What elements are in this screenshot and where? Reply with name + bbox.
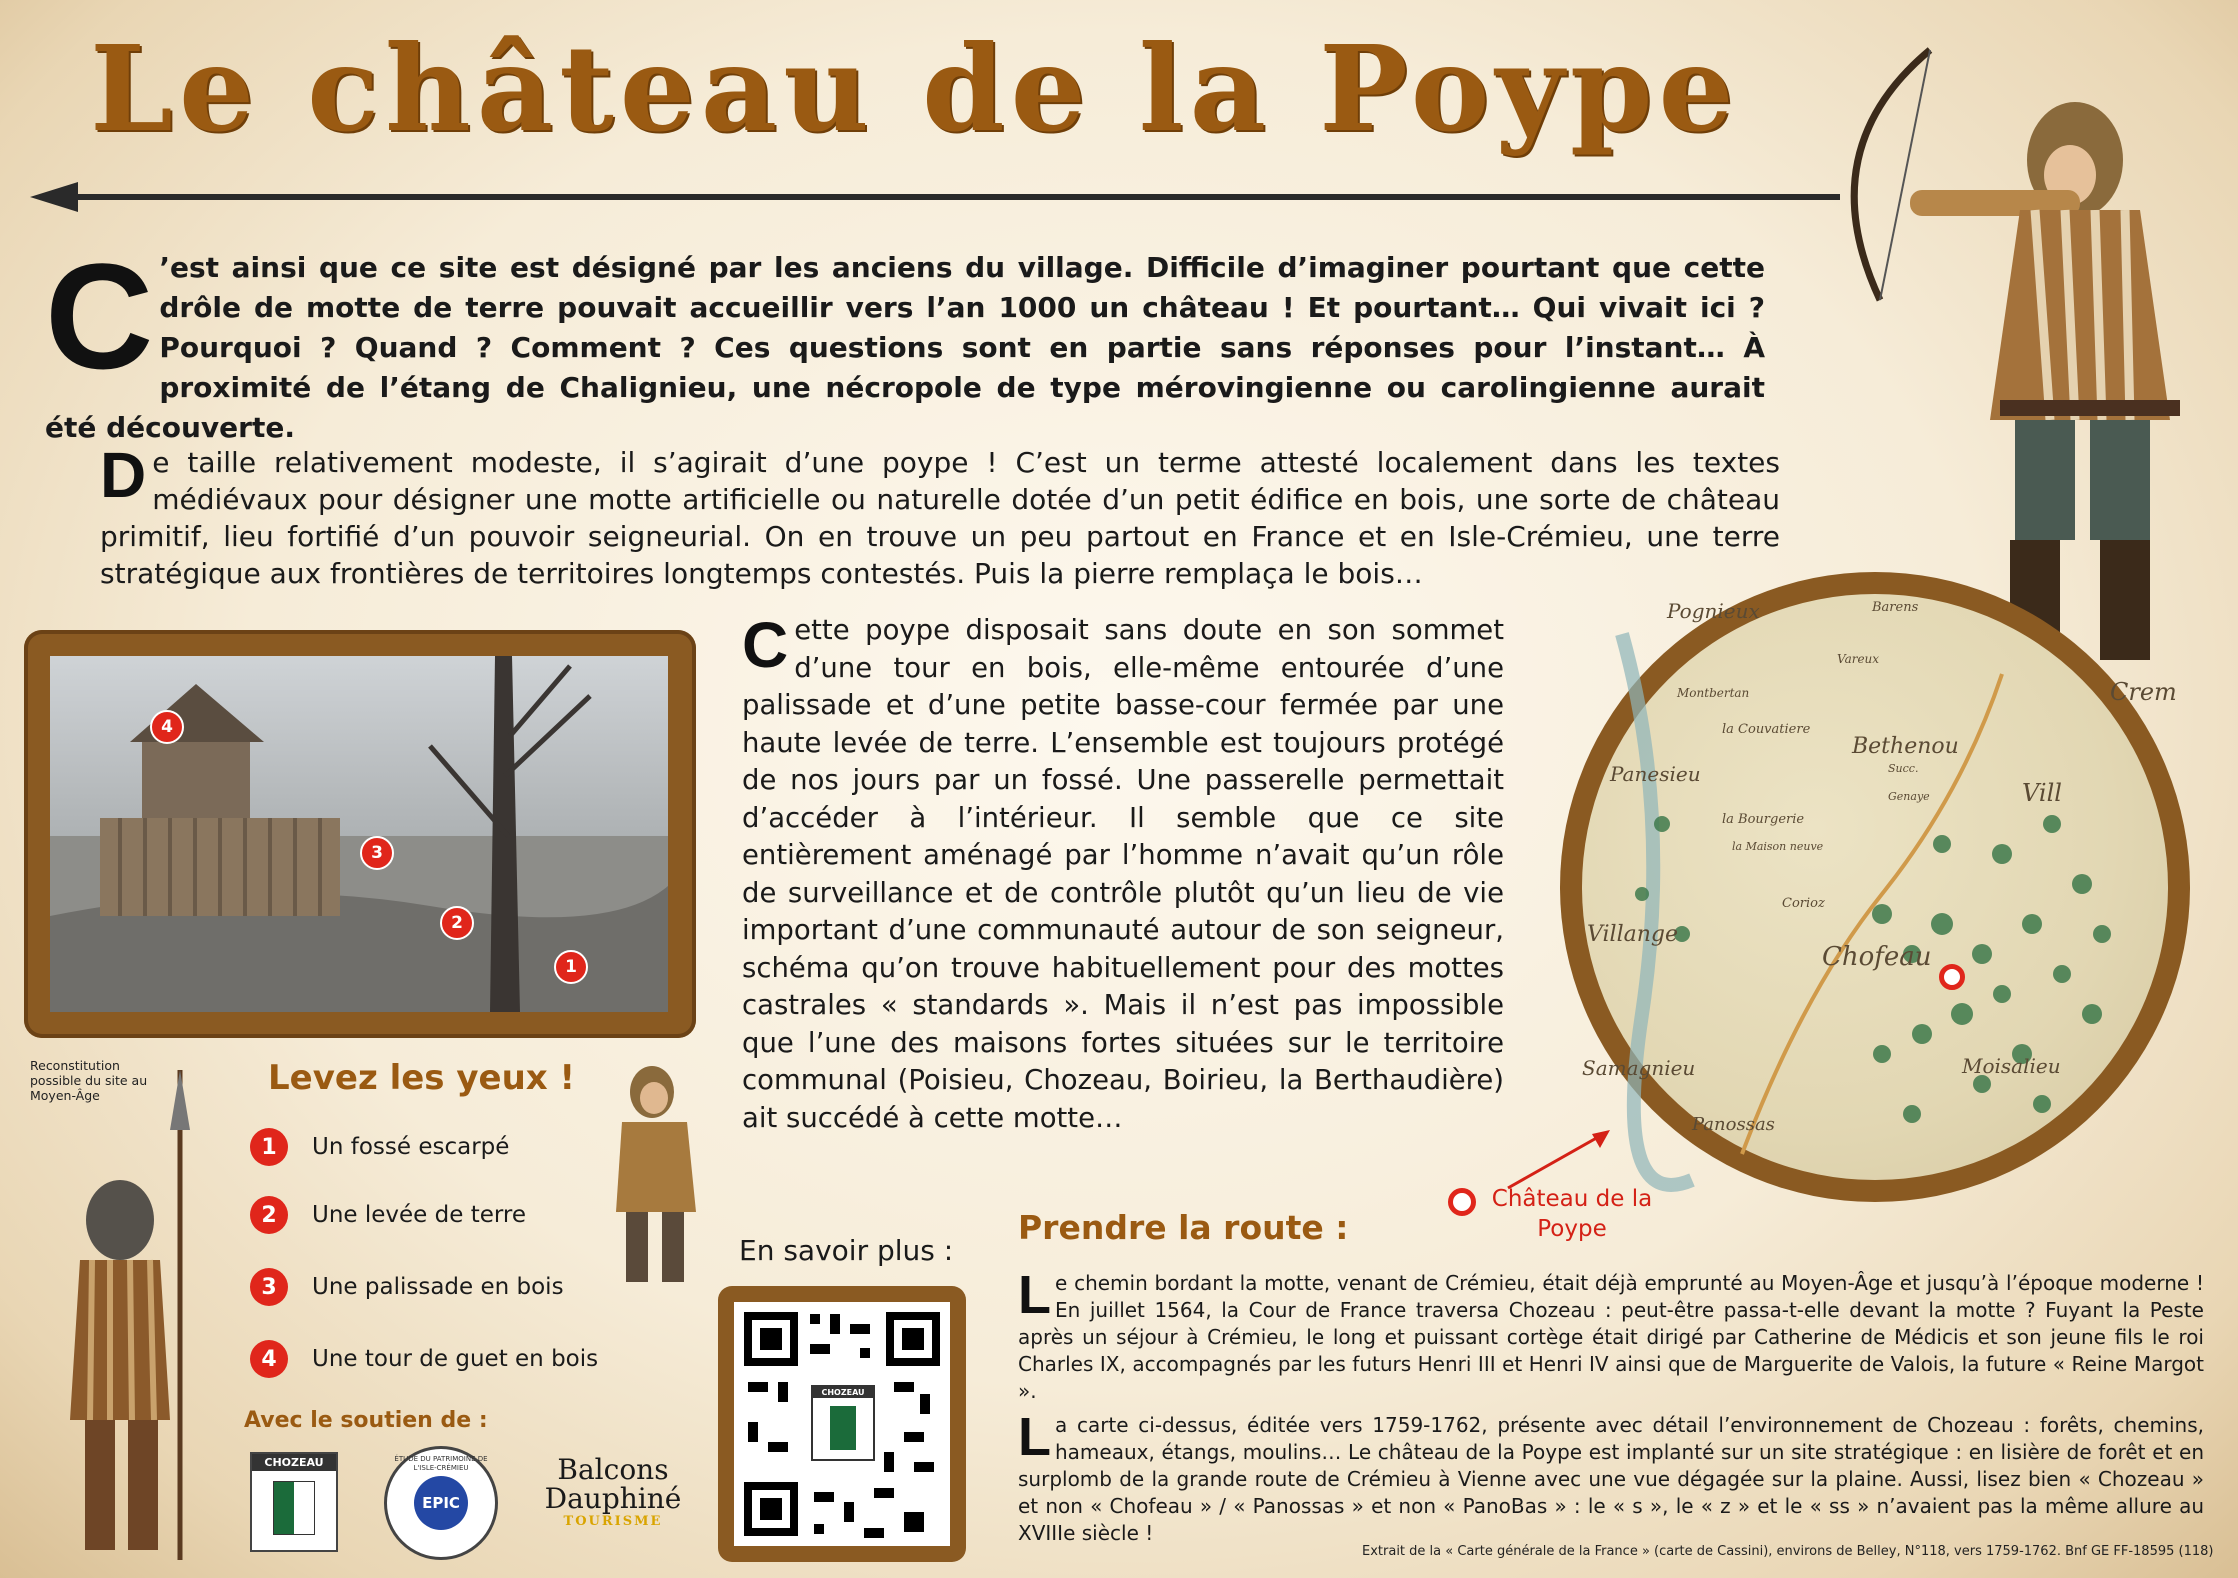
tower-paragraph — [742, 609, 1504, 1137]
route-paragraph-2 — [1018, 1407, 2204, 1547]
dropcap: C — [45, 232, 154, 400]
photo-caption: Reconstitution possible du site au Moyen-Âge — [30, 1058, 148, 1103]
map-place: la Bourgerie — [1722, 812, 1805, 827]
chateau-location-marker — [1939, 964, 1965, 990]
page-title: Le château de la Poype — [90, 19, 1740, 158]
number-badge: 3 — [250, 1268, 288, 1306]
balcons-logo — [538, 1453, 688, 1529]
arrow-divider — [60, 194, 1840, 200]
marker-2: 2 — [440, 906, 474, 940]
soldier-illustration — [40, 1070, 220, 1570]
epic-center: EPIC — [414, 1476, 468, 1530]
list-item — [250, 1128, 509, 1166]
map-place: Moisalieu — [1962, 1054, 2061, 1078]
map-place: Corioz — [1782, 896, 1825, 911]
map-source-caption: Extrait de la « Carte générale de la France » (carte de Cassini), environs de Belley, N°118, vers 1759-1762. Bnf GE FF-18595 (118) — [1362, 1544, 2214, 1559]
dropcap: C — [742, 609, 789, 681]
qr-code[interactable] — [734, 1302, 950, 1546]
cassini-map — [1582, 594, 2177, 1180]
list-item-label: Une tour de guet en bois — [312, 1346, 599, 1372]
map-place: Vill — [2022, 779, 2062, 807]
list-item — [250, 1268, 564, 1306]
list-item-label: Une palissade en bois — [312, 1274, 564, 1300]
map-place: Genaye — [1888, 790, 1930, 803]
balcons-line1: Balcons — [557, 1453, 669, 1486]
dropcap: D — [100, 439, 147, 511]
map-place: Crem — [2110, 678, 2177, 706]
map-place: Montbertan — [1677, 686, 1750, 700]
list-item — [250, 1340, 598, 1378]
marker-3: 3 — [360, 836, 394, 870]
dropcap: L — [1018, 1407, 1051, 1467]
map-place: Pognieux — [1667, 599, 1760, 623]
marker-4: 4 — [150, 710, 184, 744]
list-item-label: Une levée de terre — [312, 1202, 527, 1228]
epic-ring-text: ÉTUDE DU PATRIMOINE DE L'ISLE-CRÉMIEU — [394, 1455, 488, 1472]
poype-paragraph — [100, 439, 1780, 592]
route-text-1: e chemin bordant la motte, venant de Crémieu, était déjà emprunté au Moyen-Âge et jusqu’à l’époque moderne ! En juillet 1564, la Cour de France traversa Chozeau : peut-être passa-t-elle devant la motte ? Fuyant la Peste après un séjour à Crémieu, le long et puissant cortège était dirigé par Catherine de Médicis et son jeune fils le roi Charles IX, accompagnés par les futurs Henri III et Henri IV ainsi que de Marguerite de Valois, la future « Reine Margot ». — [1018, 1271, 2204, 1403]
route-title: Prendre la route : — [1018, 1208, 1349, 1247]
map-place: Vareux — [1837, 652, 1880, 666]
map-place: Villange — [1587, 922, 1678, 947]
map-place: Barens — [1872, 600, 1919, 615]
map-place: la Maison neuve — [1732, 840, 1824, 853]
epic-logo — [384, 1446, 498, 1560]
poype-text: e taille relativement modeste, il s’agirait d’une poype ! C’est un terme attesté localement dans les textes médiévaux pour désigner une motte artificielle ou naturelle dotée d’un petit édifice en bois, une sorte de château primitif, lieu fortifié d’un pouvoir seigneurial. On en trouve un peu partout en France et en Isle-Crémieu, une terre stratégique aux frontières de territoires longtemps contestés. Puis la pierre remplaça le bois… — [100, 446, 1780, 590]
route-text-2: a carte ci-dessus, éditée vers 1759-1762, présente avec détail l’environnement de Chozeau : forêts, chemins, hameaux, étangs, moulins… Le château de la Poype est implanté sur un site stratégique : en lisière de forêt et en surplomb de la grande route de Crémieu à Vienne avec une vue dégagée sur la plaine. Aussi, lisez bien « Chozeau » et non « Chofeau » / « Panossas » et non « PanoBas » : le « s », le « z » et le « ss » n’avaient pas la même allure au XVIIIe siècle ! — [1018, 1413, 2204, 1545]
route-paragraph-1 — [1018, 1265, 2204, 1405]
map-place: Panossas — [1692, 1114, 1775, 1135]
map-place: Panesieu — [1610, 762, 1701, 786]
list-item — [250, 1196, 526, 1234]
chozeau-logo — [250, 1452, 338, 1552]
learn-more-label: En savoir plus : — [739, 1234, 954, 1267]
watchman-illustration — [592, 1062, 722, 1290]
map-place: Chofeau — [1822, 942, 1932, 972]
map-place: Succ. — [1888, 762, 1919, 775]
tower-text: ette poype disposait sans doute en son sommet d’une tour en bois, elle-même entourée d’une palissade et d’une petite basse-cour fermée par une haute levée de terre. L’ensemble est toujours protégé de nos jours par un fossé. Une passerelle permettait d’accéder à l’intérieur. Il semble que ce site entièrement aménagé par l’homme n’avait qu’un rôle de surveillance et de contrôle plutôt qu’un lieu de vie important d’une communauté autour de son seigneur, schéma qu’on trouve habituellement pour des mottes castrales « standards ». Mais il n’est pas impossible que l’une des maisons fortes situées sur le territoire communal (Poisieu, Chozeau, Boirieu, la Berthaudière) ait succédé à cette motte… — [742, 614, 1504, 1134]
intro-text: ’est ainsi que ce site est désigné par les anciens du village. Difficile d’imaginer pourtant que cette drôle de motte de terre pouvait accueillir vers l’an 1000 un château ! Et pourtant… Qui vivait ici ? Pourquoi ? Quand ? Comment ? Ces questions sont en partie sans réponses pour l’instant… À proximité de l’étang de Chalignieu, une nécropole de type mérovingienne ou carolingienne aurait été découverte. — [45, 251, 1765, 444]
number-badge: 1 — [250, 1128, 288, 1166]
map-terrain — [1582, 594, 2168, 1180]
number-badge: 2 — [250, 1196, 288, 1234]
number-badge: 4 — [250, 1340, 288, 1378]
support-title: Avec le soutien de : — [244, 1408, 488, 1433]
map-place: Bethenou — [1852, 734, 1959, 759]
balcons-line3: TOURISME — [563, 1514, 663, 1529]
balcons-line2: Dauphiné — [544, 1482, 682, 1515]
marker-1: 1 — [554, 950, 588, 984]
qr-logo-text: CHOZEAU — [821, 1388, 865, 1397]
qr-pattern — [734, 1302, 950, 1546]
intro-paragraph — [45, 232, 1765, 448]
dropcap: L — [1018, 1265, 1051, 1325]
map-place: Samagnieu — [1582, 1056, 1696, 1080]
list-item-label: Un fossé escarpé — [312, 1134, 510, 1160]
map-legend: Château de la Poype — [1491, 1186, 1653, 1242]
chozeau-logo-text: CHOZEAU — [252, 1454, 336, 1471]
levez-title: Levez les yeux ! — [268, 1058, 576, 1098]
map-place: la Couvatiere — [1722, 722, 1811, 737]
